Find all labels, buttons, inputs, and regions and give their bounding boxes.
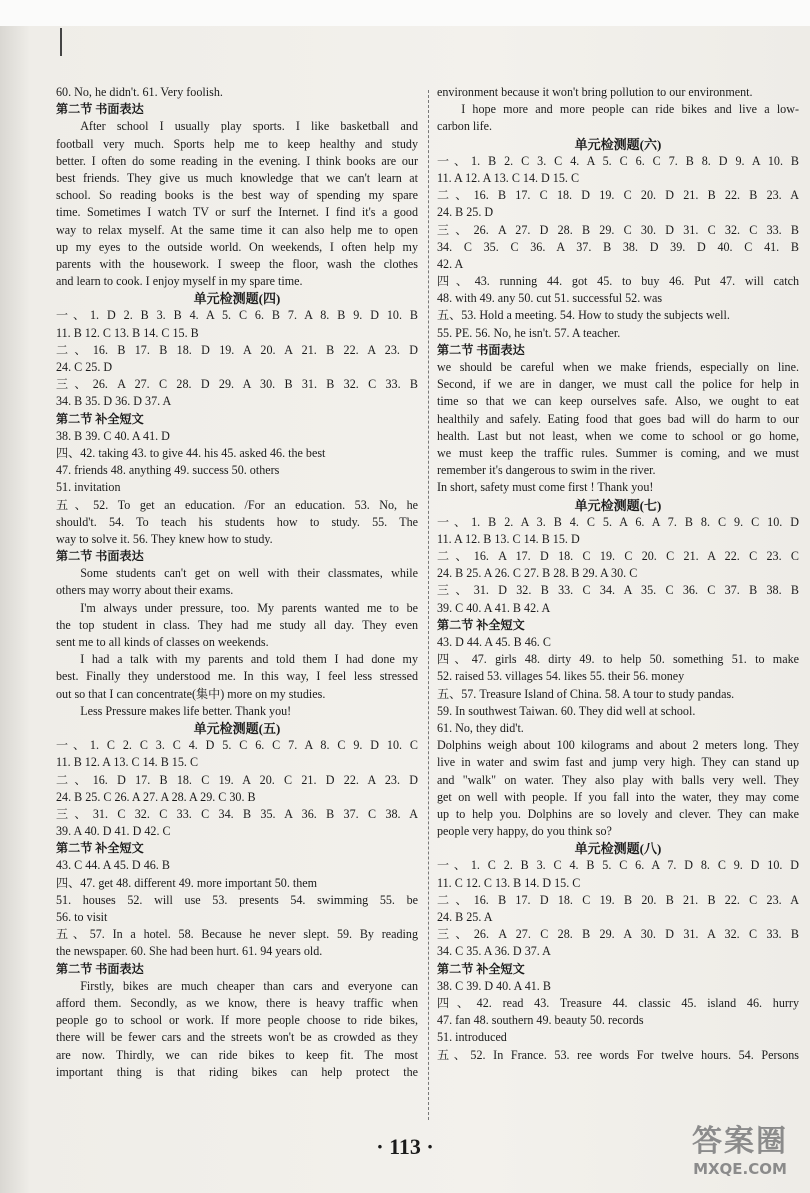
- text-line: 四、42. read 43. Treasure 44. classic 45. island 46. hurry: [437, 995, 799, 1010]
- text-line: way to relax myself. At the same time it can also help me to open: [56, 222, 418, 237]
- text-line: After school I usually play sports. I like basketball and: [80, 119, 418, 134]
- text-line: In short, safety must come first ! Thank you!: [437, 480, 654, 495]
- text-line: environment because it won't bring pollution to our environment.: [437, 85, 753, 99]
- text-line: 四、42. taking 43. to give 44. his 45. asked 46. the best: [56, 445, 326, 460]
- watermark-url: MXQE.COM: [693, 1160, 787, 1178]
- text-line: 24. B 25. A 26. C 27. B 28. B 29. A 30. C: [437, 566, 638, 581]
- text-line: should't. 54. To teach his students how to study. 55. The: [56, 514, 418, 529]
- top-margin: [0, 0, 810, 26]
- section-title: 单元检测题(八): [574, 841, 662, 857]
- subsection-heading: 第二节 书面表达: [56, 102, 144, 117]
- text-line: best. Finally they understood me. In this way, I feel less stressed: [56, 669, 418, 684]
- text-line: 43. D 44. A 45. B 46. C: [437, 635, 551, 649]
- text-line: remember it's dangerous to swim in the river.: [437, 463, 656, 478]
- text-line: better. I often do some reading in the evening. I think books are our: [56, 153, 418, 168]
- text-line: I hope more and more people can ride bikes and live a low-: [461, 102, 799, 117]
- text-line: 三、31. D 32. B 33. C 34. A 35. C 36. C 37. B 38. B: [437, 583, 799, 598]
- text-line: health. Last but not least, when we come to school or go home,: [437, 428, 799, 443]
- text-line: people go to school or work. If more people choose to ride bikes,: [56, 1013, 418, 1028]
- text-line: healthily and safely. Eating food that goes bad will do harm to our: [437, 411, 799, 426]
- text-line: 39. A 40. D 41. D 42. C: [56, 824, 171, 839]
- text-line: 47. fan 48. southern 49. beauty 50. records: [437, 1013, 644, 1028]
- text-line: 47. friends 48. anything 49. success 50. others: [56, 463, 280, 478]
- text-line: 三、26. A 27. C 28. D 29. A 30. B 31. B 32. C 33. B: [56, 377, 418, 392]
- text-line: 42. A: [437, 256, 464, 271]
- text-line: Firstly, bikes are much cheaper than cars and everyone can: [80, 978, 418, 993]
- text-line: 52. raised 53. villages 54. likes 55. their 56. money: [437, 669, 685, 684]
- text-line: 59. In southwest Taiwan. 60. They did well at school.: [437, 703, 696, 718]
- section-title: 单元检测题(五): [193, 720, 281, 736]
- text-line: 55. PE. 56. No, he isn't. 57. A teacher.: [437, 325, 621, 340]
- text-line: way to solve it. 56. They knew how to study.: [56, 531, 273, 546]
- text-line: Some students can't get on well with their classmates, while: [80, 566, 418, 581]
- text-line: 五、57. In a hotel. 58. Because he never slept. 59. By reading: [56, 927, 418, 942]
- text-line: others may worry about their exams.: [56, 583, 234, 598]
- text-line: important thing is that riding bikes can help protect the: [56, 1064, 418, 1079]
- text-line: Second, if we are in danger, we must call the police for help in: [437, 377, 799, 392]
- text-line: time. Sometimes I watch TV or surf the Internet. I find it's a good: [56, 205, 418, 220]
- text-line: school. So reading books is the best way of spending my spare: [56, 188, 418, 203]
- watermark-logo: [676, 1124, 804, 1186]
- text-line: time so that we can keep ourselves safe. Also, we ought to eat: [437, 394, 799, 409]
- subsection-heading: 第二节 补全短文: [437, 617, 525, 632]
- text-line: I had a talk with my parents and told them I had done my: [80, 652, 418, 667]
- text-line: 43. C 44. A 45. D 46. B: [56, 858, 170, 873]
- text-line: 48. with 49. any 50. cut 51. successful 52. was: [437, 291, 663, 306]
- text-line: are now. Thirdly, we can ride bikes to keep fit. The most: [56, 1047, 418, 1062]
- text-line: football very much. Sports help me to keep healthy and study: [56, 136, 418, 151]
- text-line: 三、26. A 27. C 28. B 29. A 30. D 31. A 32. C 33. B: [437, 927, 799, 942]
- text-line: 34. B 35. D 36. D 37. A: [56, 394, 172, 409]
- watermark-text: 答案圈: [692, 1124, 788, 1159]
- text-line: 34. C 35. A 36. D 37. A: [437, 944, 551, 959]
- subsection-heading: 第二节 补全短文: [437, 961, 525, 976]
- text-line: we should be careful when we make friends, especially on line.: [437, 360, 799, 374]
- text-line: 39. C 40. A 41. B 42. A: [437, 600, 551, 615]
- text-line: 61. No, they did't.: [437, 720, 524, 735]
- text-line: 三、31. C 32. C 33. C 34. B 35. A 36. B 37. C 38. A: [56, 806, 418, 821]
- section-title: 单元检测题(四): [193, 291, 281, 307]
- text-line: 五、52. To get an education. /For an education. 53. No, he: [56, 497, 418, 512]
- text-line: 51. houses 52. will use 53. presents 54. swimming 55. be: [56, 892, 418, 907]
- text-line: there will be fewer cars and the streets won't be as crowded as they: [56, 1030, 418, 1045]
- subsection-heading: 第二节 补全短文: [56, 841, 144, 856]
- text-line: we must keep the traffic rules. Summer is coming, and we must: [437, 445, 799, 460]
- page-number: · 113 ·: [376, 1134, 434, 1159]
- text-line: 38. C 39. D 40. A 41. B: [437, 978, 551, 993]
- text-line: 二、16. B 17. C 18. D 19. C 20. D 21. B 22. B 23. A: [437, 188, 799, 203]
- text-line: afford them. Secondly, as we know, there is heavy traffic when: [56, 995, 418, 1010]
- text-line: 一、1. C 2. B 3. C 4. B 5. C 6. A 7. D 8. C 9. D 10. D: [437, 858, 799, 873]
- text-line: 51. introduced: [437, 1030, 507, 1045]
- text-line: 60. No, he didn't. 61. Very foolish.: [56, 85, 223, 99]
- text-line: 一、1. D 2. B 3. B 4. A 5. C 6. B 7. A 8. B 9. D 10. B: [56, 308, 418, 323]
- subsection-heading: 第二节 书面表达: [56, 961, 144, 976]
- text-line: 一、1. C 2. C 3. C 4. D 5. C 6. C 7. A 8. C 9. D 10. C: [56, 738, 418, 753]
- text-line: the top student in class. They had me study all day. They even: [56, 617, 418, 632]
- text-line: 24. B 25. A: [437, 910, 493, 924]
- text-line: 二、16. B 17. D 18. C 19. B 20. B 21. B 22. C 23. A: [437, 892, 799, 907]
- text-line: 51. invitation: [56, 480, 121, 495]
- text-line: I'm always under pressure, too. My parents wanted me to be: [80, 600, 418, 615]
- left-column: [56, 84, 418, 1081]
- text-line: 24. B 25. D: [437, 205, 494, 220]
- text-line: 四、47. get 48. different 49. more important 50. them: [56, 875, 318, 890]
- right-column: [437, 84, 799, 1064]
- text-line: out so that I can concentrate(集中) more on my studies.: [56, 686, 326, 701]
- text-line: and learn to cook. I enjoy myself in my spare time.: [56, 274, 303, 289]
- text-line: 四、47. girls 48. dirty 49. to help 50. something 51. to make: [437, 652, 799, 667]
- text-line: 二、16. D 17. B 18. C 19. A 20. C 21. D 22. A 23. D: [56, 772, 418, 787]
- text-line: 二、16. B 17. B 18. D 19. A 20. A 21. B 22. A 23. D: [56, 342, 418, 357]
- scan-mark: [60, 28, 62, 56]
- text-line: up my eyes to the outside world. On weekends, I often help my: [56, 239, 418, 254]
- text-line: 四、43. running 44. got 45. to buy 46. Put 47. will catch: [437, 274, 799, 289]
- text-line: 五、52. In France. 53. ree words For twelve hours. 54. Persons: [437, 1047, 799, 1062]
- text-line: 五、57. Treasure Island of China. 58. A tour to study pandas.: [437, 686, 735, 701]
- text-line: 11. C 12. C 13. B 14. D 15. C: [437, 875, 581, 890]
- text-line: people very happy, do you think so?: [437, 824, 612, 839]
- text-line: 34. C 35. C 36. A 37. B 38. D 39. D 40. C 41. B: [437, 239, 799, 254]
- text-line: 二、16. A 17. D 18. C 19. C 20. C 21. A 22. C 23. C: [437, 549, 799, 564]
- column-divider: [428, 90, 429, 1120]
- text-line: Less Pressure makes life better. Thank you!: [80, 703, 292, 718]
- text-line: Dolphins weigh about 100 kilograms and about 2 meters long. They: [437, 738, 799, 753]
- text-line: 11. B 12. A 13. C 14. B 15. C: [56, 755, 199, 770]
- text-line: 11. A 12. B 13. C 14. B 15. D: [437, 531, 580, 546]
- section-title: 单元检测题(七): [574, 497, 662, 513]
- text-line: 38. B 39. C 40. A 41. D: [56, 428, 170, 443]
- text-line: up to help you. Dolphins are so lovely and clever. They can make: [437, 806, 799, 821]
- text-line: carbon life.: [437, 119, 493, 134]
- subsection-heading: 第二节 书面表达: [437, 342, 525, 357]
- text-line: 一、1. B 2. A 3. B 4. C 5. A 6. A 7. B 8. C 9. C 10. D: [437, 514, 799, 529]
- text-line: best friends. They give us much knowledge that we can't learn at: [56, 170, 418, 185]
- text-line: 五、53. Hold a meeting. 54. How to study the subjects well.: [437, 308, 730, 323]
- subsection-heading: 第二节 补全短文: [56, 411, 144, 426]
- text-line: 一、1. B 2. C 3. C 4. A 5. C 6. C 7. B 8. D 9. A 10. B: [437, 153, 799, 168]
- text-line: parents with the housework. I sweep the floor, wash the clothes: [56, 256, 418, 271]
- text-line: live in water and swim fast and jump very high. They can stand up: [437, 755, 799, 770]
- text-line: 11. A 12. A 13. C 14. D 15. C: [437, 170, 580, 185]
- text-line: 11. B 12. C 13. B 14. C 15. B: [56, 325, 199, 340]
- section-title: 单元检测题(六): [574, 136, 662, 152]
- text-line: the newspaper. 60. She had been hurt. 61. 94 years old.: [56, 944, 323, 959]
- subsection-heading: 第二节 书面表达: [56, 549, 144, 564]
- text-line: 56. to visit: [56, 910, 108, 924]
- text-line: get on well with people. If you fall into the water, they may come: [437, 789, 799, 804]
- text-line: 24. B 25. C 26. A 27. A 28. A 29. C 30. B: [56, 789, 256, 804]
- text-line: sent me to all kinds of classes on weekends.: [56, 635, 269, 649]
- text-line: 24. C 25. D: [56, 360, 113, 374]
- text-line: and "walk" on water. They also play with balls very well. They: [437, 772, 799, 787]
- text-line: 三、26. A 27. D 28. B 29. C 30. D 31. C 32. C 33. B: [437, 222, 799, 237]
